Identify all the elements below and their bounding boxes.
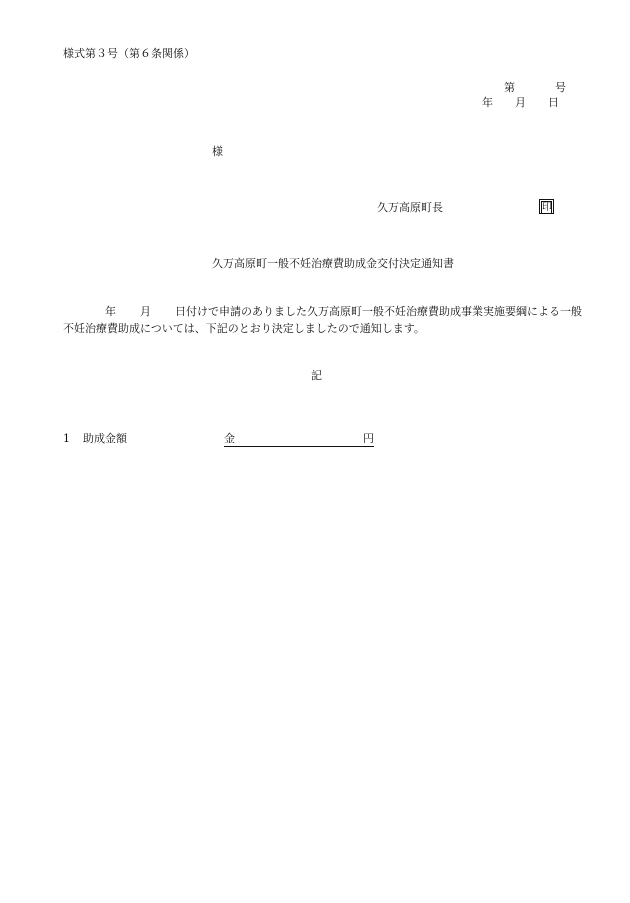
item-row (63, 432, 127, 446)
body-line-2: 不妊治療費助成については、下記のとおり決定しましたので通知します。 (63, 322, 425, 335)
form-label: 様式第３号（第６条関係） (63, 47, 195, 60)
seal-text: 印 (542, 202, 552, 213)
body-text (63, 303, 582, 337)
amount-suffix: 円 (363, 432, 374, 445)
body-line1-rest: 日付けで申請のありました久万高原町一般不妊治療費助成事業実施要綱による一般 (175, 305, 582, 318)
addressee-suffix: 様 (212, 145, 223, 158)
seal-mark (539, 199, 554, 214)
document-number-suffix: 号 (555, 81, 566, 94)
body-year: 年 (105, 305, 116, 318)
amount-prefix: 金 (224, 432, 235, 445)
document-date (482, 96, 559, 110)
issuer-name: 久万高原町長 (377, 201, 443, 214)
document-number (504, 81, 566, 95)
item-number: 1 (63, 432, 70, 445)
date-day: 日 (548, 96, 559, 109)
ki-heading: 記 (311, 369, 322, 382)
date-year: 年 (482, 96, 493, 109)
date-month: 月 (515, 96, 526, 109)
amount-field (224, 432, 374, 447)
item-label: 助成金額 (83, 432, 127, 445)
body-line-1 (63, 303, 582, 320)
document-number-prefix: 第 (504, 81, 515, 94)
body-month: 月 (140, 305, 151, 318)
document-title: 久万高原町一般不妊治療費助成金交付決定通知書 (212, 257, 454, 270)
